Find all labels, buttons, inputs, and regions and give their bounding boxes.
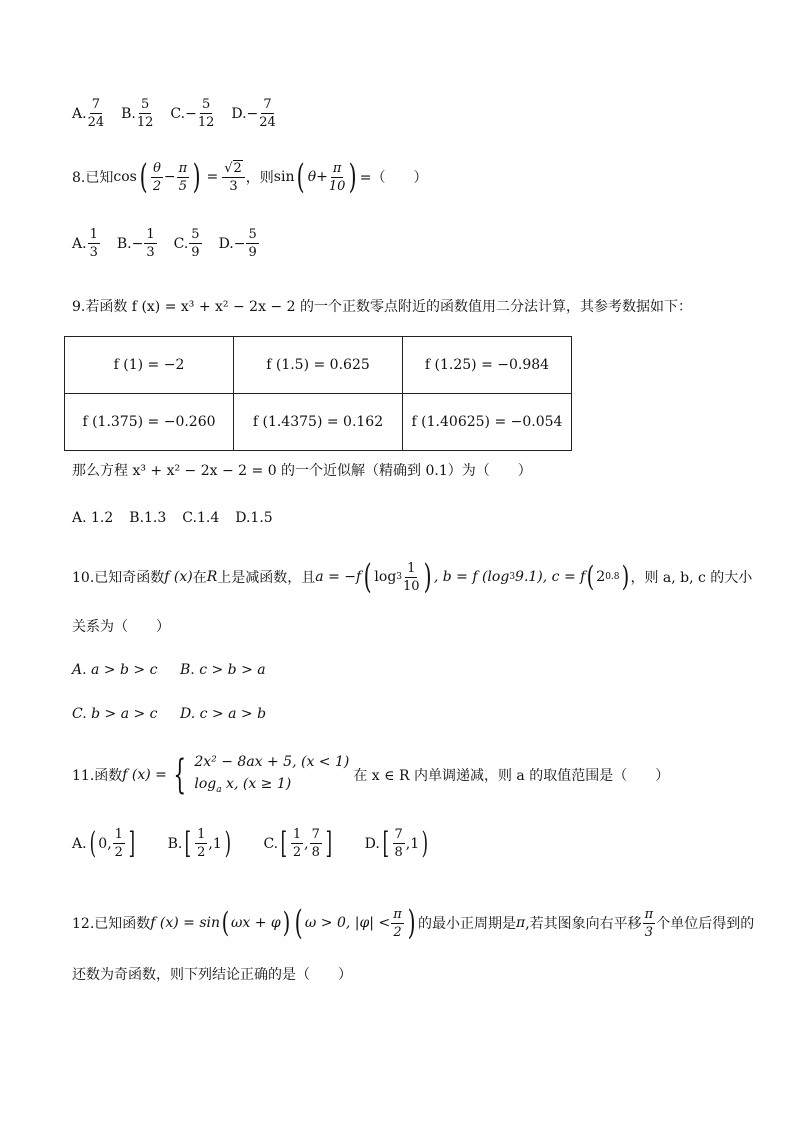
fraction: $\frac{5}{12}$ <box>197 97 215 130</box>
table-cell: f (1) = −2 <box>65 337 234 394</box>
option-label: B. <box>121 105 136 122</box>
q10-stem <box>72 557 753 597</box>
question-number: 10.已知奇函数 <box>72 570 165 586</box>
q9-options <box>72 510 289 526</box>
theta: θ <box>307 169 317 185</box>
option-label: D. <box>231 105 247 122</box>
fraction: $\frac{5}{9}$ <box>191 227 200 260</box>
plus-sign: + <box>316 169 328 185</box>
fraction: $\frac{7}{8}$ <box>394 827 403 860</box>
expression-b: , b = f (log <box>433 569 510 585</box>
fraction: $\frac{1}{2}$ <box>292 827 302 860</box>
q10-option-c[interactable]: C. b > a > c <box>72 706 158 722</box>
text: ，则 <box>245 170 274 186</box>
set-r: R <box>206 569 218 585</box>
q7-option-d[interactable] <box>231 98 276 129</box>
left-paren: ( <box>221 906 230 939</box>
log-base: 3 <box>509 572 516 582</box>
text: ,1 <box>208 835 222 852</box>
q12-stem <box>72 903 755 943</box>
fraction: $\frac{7}{24}$ <box>259 97 276 130</box>
q8-option-c[interactable] <box>174 228 203 259</box>
function-argument: ωx + φ <box>230 915 281 931</box>
q7-option-b[interactable] <box>121 98 154 129</box>
text: ,若其图象向右平移 <box>525 916 642 932</box>
right-paren: ) <box>407 903 416 943</box>
option-label: D. <box>218 235 234 252</box>
fraction: $\frac{\pi}{10}$ <box>328 160 346 194</box>
q9-followup: 那么方程 x³ + x² − 2x − 2 = 0 的一个近似解（精确到 0.1）为（ ） <box>72 463 532 479</box>
left-paren: ( <box>297 157 306 197</box>
left-bracket: [ <box>382 825 389 861</box>
left-bracket: ( <box>89 825 96 861</box>
q10-option-a[interactable]: A. a > b > c <box>72 662 158 678</box>
text: 0, <box>98 835 112 852</box>
curly-brace: { <box>173 751 186 798</box>
right-paren: ) <box>349 157 358 197</box>
table-row <box>65 394 572 451</box>
table-cell: f (1.25) = −0.984 <box>403 337 572 394</box>
right-paren: ) <box>282 906 291 939</box>
q11-stem <box>72 752 669 798</box>
q7-options <box>72 98 293 129</box>
answer-blank: =（ ） <box>359 170 428 186</box>
fraction: $\frac{1}{2}$ <box>114 827 123 860</box>
text: ，则 a, b, c 的大小 <box>630 570 753 586</box>
text: 上是减函数，且 <box>217 570 316 586</box>
option-label: C. <box>170 105 186 122</box>
question-number: 12.已知函数 <box>72 916 151 932</box>
left-bracket: [ <box>280 825 288 861</box>
text: ,1 <box>405 835 420 852</box>
table-cell: f (1.5) = 0.625 <box>234 337 403 394</box>
period-value: π <box>516 915 526 931</box>
fraction: $\frac{5}{12}$ <box>136 97 154 130</box>
fraction: $\frac{√2}{3}$ <box>222 162 245 193</box>
sqrt-numerator: √2 <box>222 162 245 178</box>
question-number: 11.函数 <box>72 767 123 784</box>
sin-function: sin <box>273 169 295 185</box>
minus-sign: − <box>163 169 176 185</box>
left-paren: ( <box>586 560 595 593</box>
q11-option-d[interactable] <box>364 825 431 861</box>
q9-option-c[interactable]: C.1.4 <box>182 510 220 526</box>
q10-options-row1 <box>72 662 282 678</box>
option-label: B. <box>167 835 183 852</box>
right-bracket: ] <box>325 825 332 861</box>
minus-sign: − <box>185 105 197 122</box>
option-label: C. <box>263 835 279 852</box>
fraction: $\frac{1}{3}$ <box>89 227 98 260</box>
minus-sign: − <box>131 235 144 252</box>
fraction: $\frac{\pi}{5}$ <box>178 160 188 194</box>
q10-line2: 关系为（ ） <box>72 619 170 635</box>
q8-stem <box>72 157 428 197</box>
case-2: $\log_a x$, (x ≥ 1) <box>194 775 292 795</box>
expression-b-arg: 9.1), c = f <box>515 569 586 585</box>
q10-option-b[interactable]: B. c > b > a <box>180 662 266 678</box>
fraction: $\frac{\pi}{3}$ <box>644 906 654 940</box>
fraction: $\frac{1}{10}$ <box>403 560 420 594</box>
option-label: D. <box>364 835 380 852</box>
option-label: C. <box>173 235 189 252</box>
right-paren: ) <box>192 157 201 197</box>
option-label: A. <box>72 835 87 852</box>
log: log <box>374 569 397 585</box>
case-1: 2x² − 8ax + 5, (x < 1) <box>194 754 350 770</box>
q7-option-c[interactable] <box>170 98 215 129</box>
right-bracket: ) <box>224 825 231 861</box>
option-label: B. <box>116 235 132 252</box>
table-cell: f (1.40625) = −0.054 <box>403 394 572 451</box>
text: 的最小正周期是 <box>418 916 517 932</box>
q8-option-a[interactable] <box>72 228 101 259</box>
q11-option-b[interactable] <box>167 825 234 861</box>
question-number: 8.已知 <box>72 170 114 186</box>
text: 个单位后得到的 <box>656 916 755 932</box>
power-base: 2 <box>596 569 606 585</box>
function-expression: f (x) = sin <box>150 915 221 931</box>
left-bracket: [ <box>185 825 192 861</box>
q8-option-b[interactable] <box>117 228 158 259</box>
fraction: $\frac{5}{9}$ <box>248 227 257 260</box>
left-paren: ( <box>139 157 148 197</box>
q9-data-table <box>64 336 572 451</box>
q10-option-d[interactable]: D. c > a > b <box>180 706 267 722</box>
text: 在 <box>192 570 207 586</box>
q9-stem: 9.若函数 f (x) = x³ + x² − 2x − 2 的一个正数零点附近的函数值用二分法计算，其参考数据如下： <box>72 299 692 315</box>
exponent: 0.8 <box>605 572 620 582</box>
q9-option-b[interactable]: B.1.3 <box>129 510 167 526</box>
q11-option-c[interactable] <box>263 825 334 861</box>
fraction: $\frac{1}{2}$ <box>197 827 206 860</box>
function-expression: f (x) <box>164 569 193 585</box>
fraction: $\frac{7}{8}$ <box>311 827 320 860</box>
log-base: 3 <box>396 572 403 582</box>
left-paren: ( <box>294 903 303 943</box>
fraction: $\frac{7}{24}$ <box>87 97 105 130</box>
equals-sign: = <box>206 169 219 185</box>
condition: ω > 0, |φ| < <box>304 915 391 931</box>
right-bracket: ] <box>128 825 136 861</box>
table-row <box>65 337 572 394</box>
table-cell: f (1.4375) = 0.162 <box>234 394 403 451</box>
right-paren: ) <box>621 560 629 593</box>
option-label: A. <box>72 105 87 122</box>
option-label: A. <box>72 235 87 252</box>
q8-options <box>72 228 276 259</box>
expression-a: a = −f <box>315 569 362 585</box>
piecewise-cases <box>194 752 349 798</box>
q10-options-row2 <box>72 706 282 722</box>
q9-option-a[interactable]: A. 1.2 <box>72 510 114 526</box>
cos-function: cos <box>113 169 137 185</box>
fraction: $\frac{\pi}{2}$ <box>393 906 402 940</box>
text: , <box>304 835 309 852</box>
q8-option-d[interactable] <box>219 228 260 259</box>
table-cell: f (1.375) = −0.260 <box>65 394 234 451</box>
text: 在 x ∈ R 内单调递减，则 a 的取值范围是（ ） <box>353 767 670 784</box>
q12-line2: 还数为奇函数，则下列结论正确的是（ ） <box>72 967 352 983</box>
q11-options <box>72 825 447 861</box>
q9-option-d[interactable]: D.1.5 <box>235 510 273 526</box>
fraction: $\frac{1}{3}$ <box>146 227 155 260</box>
q11-option-a[interactable] <box>72 825 138 861</box>
left-paren: ( <box>363 557 372 597</box>
fraction: $\frac{\theta}{2}$ <box>152 160 162 194</box>
q7-option-a[interactable] <box>72 98 105 129</box>
function-expression: f (x) = <box>122 766 167 783</box>
right-paren: ) <box>423 557 432 597</box>
minus-sign: − <box>233 235 246 252</box>
minus-sign: − <box>246 105 259 122</box>
right-bracket: ) <box>421 825 429 861</box>
